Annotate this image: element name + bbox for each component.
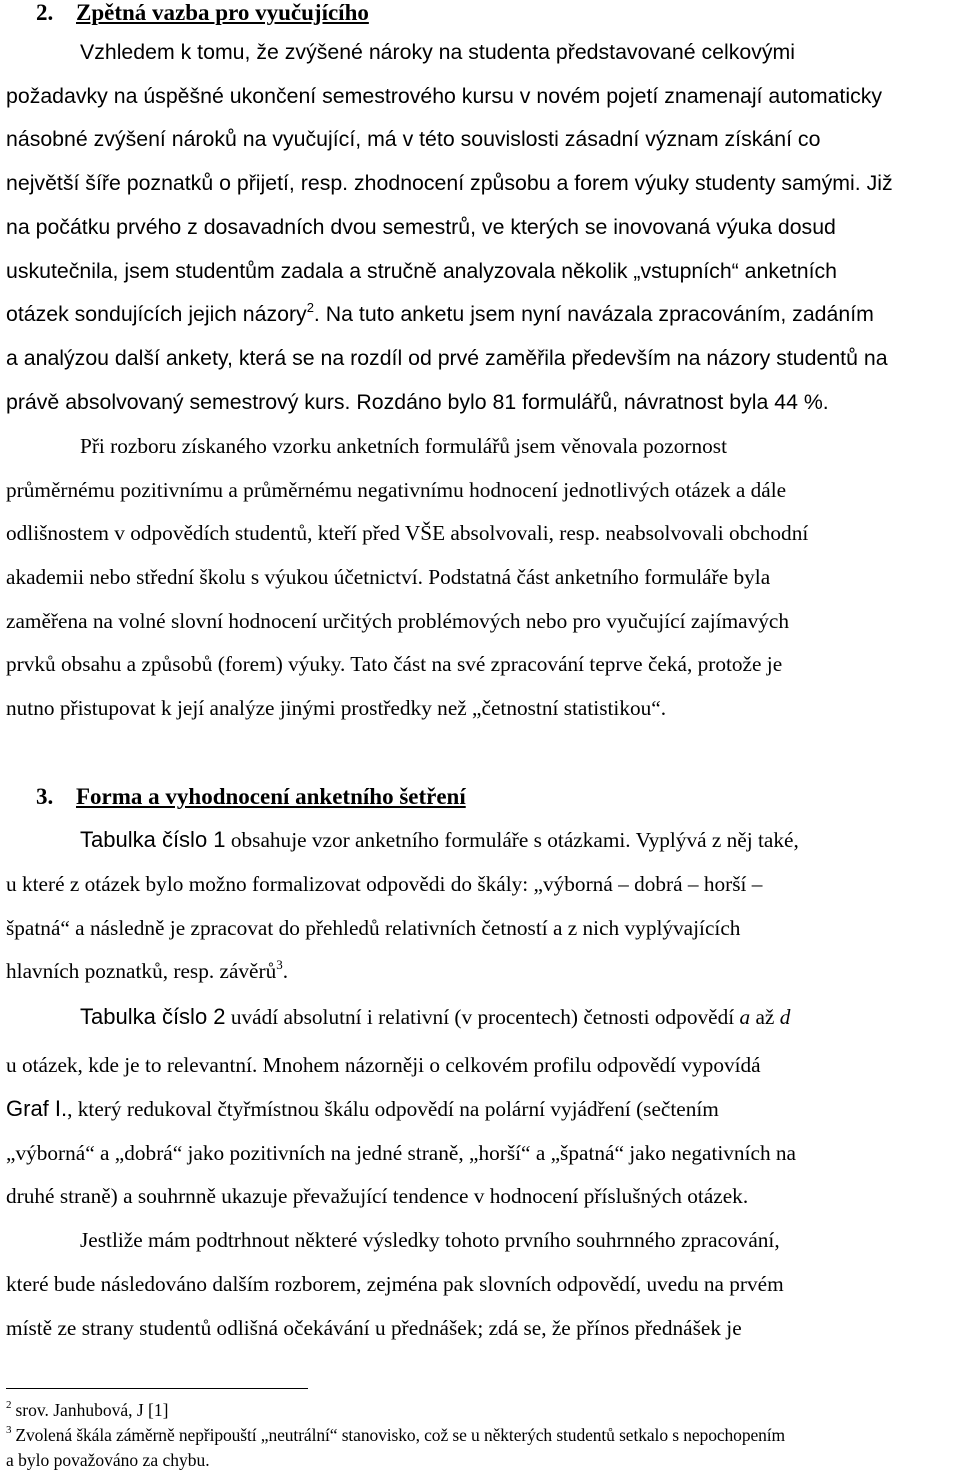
section-2-number: 2. xyxy=(36,0,54,25)
paragraph-line: Jestliže mám podtrhnout některé výsledky tohoto prvního souhrnného zpracování, xyxy=(80,1228,780,1252)
paragraph-line: prvků obsahu a způsobů (forem) výuky. Tato část na své zpracování teprve čeká, protože je xyxy=(6,652,783,676)
section-2-title: Zpětná vazba pro vyučujícího xyxy=(76,0,369,25)
line-text: hlavních poznatků, resp. závěrů xyxy=(6,959,277,983)
paragraph-line: uskutečnila, jsem studentům zadala a stručně analyzovala několik „vstupních“ anketních xyxy=(6,259,838,283)
footnote-ref-3: 3 xyxy=(276,957,283,972)
paragraph-line: a analýzou další ankety, která se na rozdíl od prvé zaměřila především na názory studentů na xyxy=(6,346,888,370)
paragraph-line xyxy=(80,1005,790,1029)
paragraph-line: právě absolvovaný semestrový kurs. Rozdáno bylo 81 formulářů, návratnost byla 44 %. xyxy=(6,390,829,414)
paragraph-line: odlišnostem v odpovědích studentů, kteří před VŠE absolvovali, resp. neabsolvovali obchodní xyxy=(6,521,809,545)
section-2-heading xyxy=(36,0,369,26)
line-text: uvádí absolutní i relativní (v procentech) četnosti odpovědí xyxy=(225,1005,740,1029)
paragraph-line: místě ze strany studentů odlišná očekávání u přednášek; zdá se, že přínos přednášek je xyxy=(6,1316,742,1340)
footnote-3 xyxy=(6,1425,785,1448)
line-text: . xyxy=(282,959,289,983)
paragraph-line: u které z otázek bylo možno formalizovat odpovědi do škály: „výborná – dobrá – horší – xyxy=(6,872,763,896)
footnote-ref-2: 2 xyxy=(306,300,314,315)
paragraph-line: Vzhledem k tomu, že zvýšené nároky na studenta představované celkovými xyxy=(80,40,795,64)
footnote-text: srov. Janhubová, J [1] xyxy=(15,1400,169,1420)
line-text: obsahuje vzor anketního formuláře s otázkami. Vyplývá z něj také, xyxy=(225,828,799,852)
paragraph-line: požadavky na úspěšné ukončení semestrového kursu v novém pojetí znamenají automaticky xyxy=(6,84,883,108)
paragraph-line: zaměřena na volné slovní hodnocení určitých problémových nebo pro vyučující zajímavých xyxy=(6,609,789,633)
line-text: , který redukoval čtyřmístnou škálu odpovědí na polární vyjádření (sečtením xyxy=(67,1097,719,1121)
paragraph-line: násobné zvýšení nároků na vyučující, má v této souvislosti zásadní význam získání co xyxy=(6,127,821,151)
line-text: a xyxy=(739,1005,751,1029)
paragraph-line: u otázek, kde je to relevantní. Mnohem názorněji o celkovém profilu odpovědí vypovídá xyxy=(6,1053,761,1077)
footnote-3-continuation: a bylo považováno za chybu. xyxy=(6,1450,210,1470)
paragraph-line xyxy=(6,959,288,986)
footnote-mark: 2 xyxy=(6,1399,12,1411)
table-2-reference: Tabulka číslo 2 xyxy=(80,1004,226,1029)
line-text: . Na tuto anketu jsem nyní navázala zpracováním, zadáním xyxy=(313,302,874,326)
section-3-title: Forma a vyhodnocení anketního šetření xyxy=(76,784,466,809)
paragraph-line: nutno přistupovat k její analýze jinými prostředky než „četnostní statistikou“. xyxy=(6,696,667,720)
footnote-mark: 3 xyxy=(6,1424,12,1436)
paragraph-line: které bude následováno dalším rozborem, zejména pak slovních odpovědí, uvedu na prvém xyxy=(6,1272,784,1296)
footnote-text: Zvolená škála záměrně nepřipouští „neutrální“ stanovisko, což se u některých studentů setkalo s nepochopením xyxy=(15,1425,786,1445)
table-1-reference: Tabulka číslo 1 xyxy=(80,827,226,852)
line-text: až xyxy=(750,1005,780,1029)
paragraph-line xyxy=(6,1097,719,1121)
paragraph-line xyxy=(80,828,799,852)
section-3-heading xyxy=(36,784,466,810)
paragraph-line xyxy=(6,302,874,329)
graph-1-reference: Graf I. xyxy=(6,1096,68,1121)
paragraph-line: druhé straně) a souhrnně ukazuje převažující tendence v hodnocení příslušných otázek. xyxy=(6,1184,749,1208)
paragraph-line: „výborná“ a „dobrá“ jako pozitivních na jedné straně, „horší“ a „špatná“ jako negativních na xyxy=(6,1141,797,1165)
paragraph-line xyxy=(6,171,893,195)
section-3-number: 3. xyxy=(36,784,54,809)
paragraph-line: akademii nebo střední školu s výukou účetnictví. Podstatná část anketního formuláře byla xyxy=(6,565,771,589)
line-text: Již xyxy=(860,171,893,195)
paragraph-line: Při rozboru získaného vzorku anketních formulářů jsem věnovala pozornost xyxy=(80,434,727,458)
footnote-separator xyxy=(6,1388,308,1389)
paragraph-line: špatná“ a následně je zpracovat do přehledů relativních četností a z nich vyplývajících xyxy=(6,916,741,940)
footnote-2 xyxy=(6,1400,168,1423)
line-text: největší šíře poznatků o přijetí, resp. zhodnocení způsobu a forem výuky studenty samými. xyxy=(6,171,861,195)
line-text: d xyxy=(779,1005,791,1029)
line-text: otázek sondujících jejich názory xyxy=(6,302,307,326)
paragraph-line: na počátku prvého z dosavadních dvou semestrů, ve kterých se inovovaná výuka dosud xyxy=(6,215,836,239)
paragraph-line: průměrnému pozitivnímu a průměrnému negativnímu hodnocení jednotlivých otázek a dále xyxy=(6,478,787,502)
